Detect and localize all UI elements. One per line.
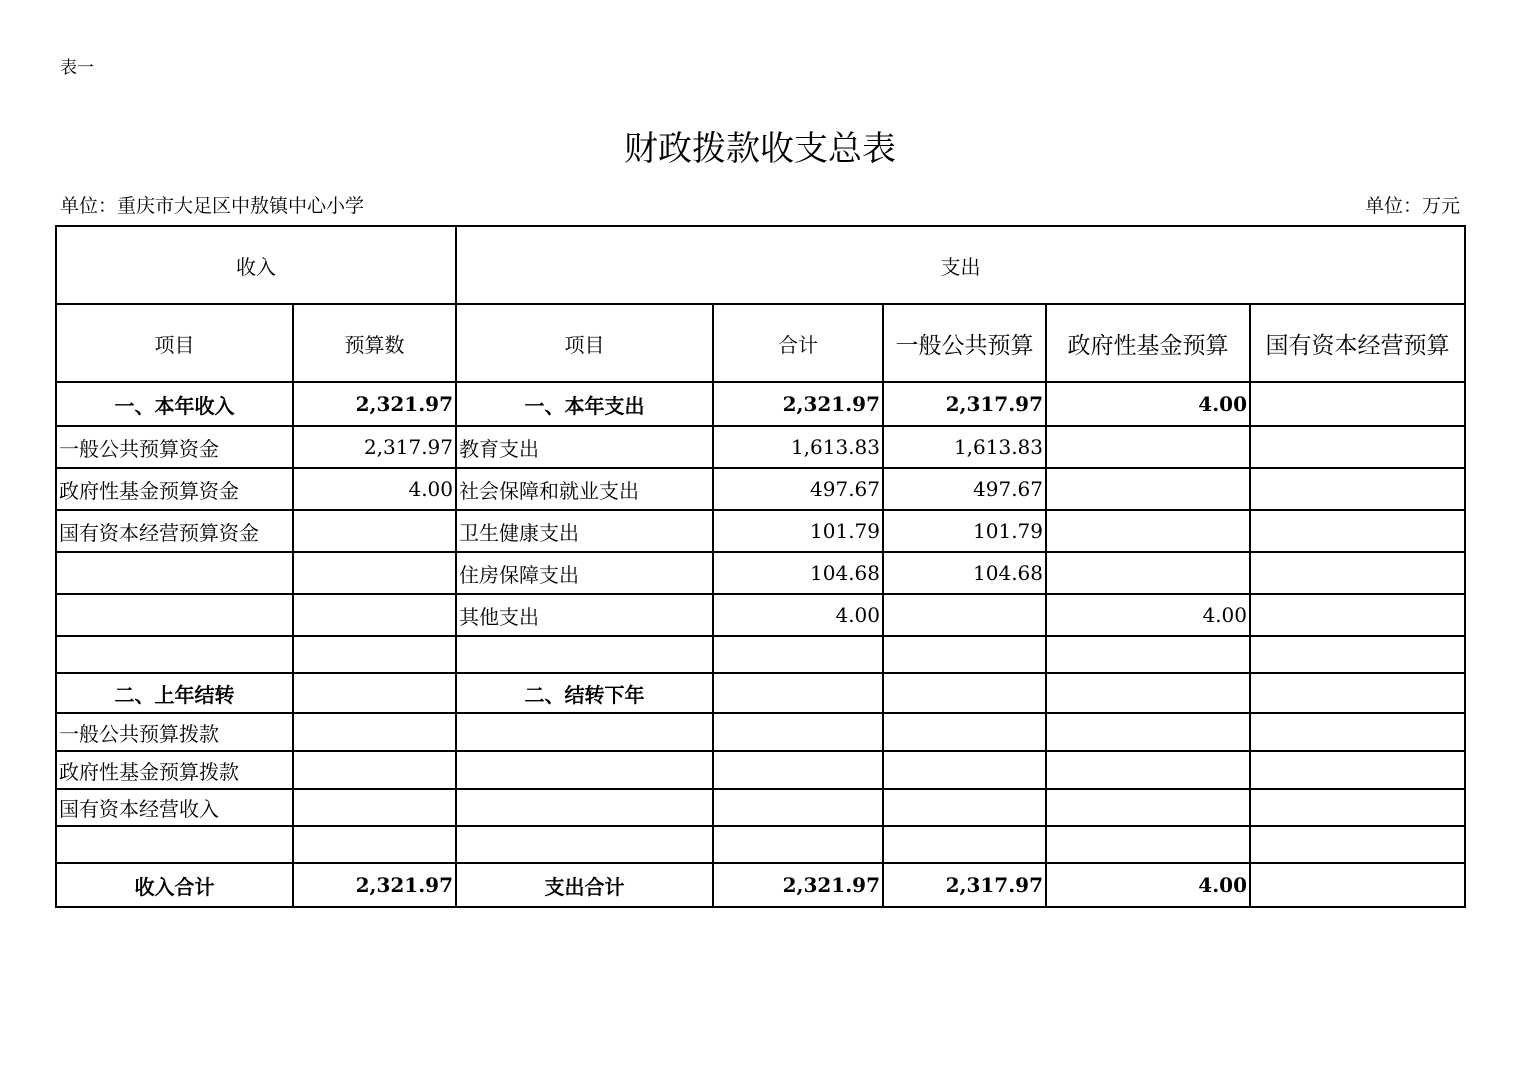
empty-cell [456,713,713,751]
empty-cell [1046,751,1250,789]
table-row [56,594,1465,636]
table-row [56,713,1465,751]
table-row [56,636,1465,673]
table-row [56,826,1465,863]
income-amount-cell: 2,321.97 [293,863,456,907]
col-header-income-item: 项目 [56,304,293,382]
state-capital-cell [1250,863,1465,907]
empty-cell [713,789,883,826]
gov-fund-cell [1046,552,1250,594]
empty-cell [883,713,1046,751]
empty-cell [1250,789,1465,826]
empty-cell [713,751,883,789]
empty-cell [293,789,456,826]
empty-cell [713,673,883,713]
table-row [56,751,1465,789]
empty-cell [1250,713,1465,751]
total-cell: 4.00 [713,594,883,636]
state-capital-cell [1250,468,1465,510]
empty-cell [1250,826,1465,863]
budget-table [55,225,1466,908]
empty-cell [293,673,456,713]
empty-cell [56,826,293,863]
income-item-cell: 国有资本经营预算资金 [56,510,293,552]
income-amount-cell: 4.00 [293,468,456,510]
page-title: 财政拨款收支总表 [624,129,896,169]
income-item-cell: 二、上年结转 [56,673,293,713]
income-amount-cell [293,594,456,636]
state-capital-cell [1250,382,1465,426]
income-item-cell [56,594,293,636]
unit-currency: 单位：万元 [1364,195,1460,217]
total-cell: 104.68 [713,552,883,594]
empty-cell [1250,673,1465,713]
income-item-cell: 一般公共预算资金 [56,426,293,468]
empty-cell [1250,636,1465,673]
col-header-expense-item: 项目 [456,304,713,382]
empty-cell [883,673,1046,713]
gov-fund-cell: 4.00 [1046,594,1250,636]
empty-cell [883,789,1046,826]
empty-cell [1046,636,1250,673]
expense-item-cell: 教育支出 [456,426,713,468]
empty-cell [713,636,883,673]
unit-organization: 单位：重庆市大足区中敖镇中心小学 [60,195,365,217]
empty-cell [883,636,1046,673]
empty-cell [713,713,883,751]
expense-item-cell: 一、本年支出 [456,382,713,426]
income-amount-cell: 2,321.97 [293,382,456,426]
general-budget-cell: 2,317.97 [883,382,1046,426]
totals-row [56,863,1465,907]
income-item-cell: 收入合计 [56,863,293,907]
table-row [56,426,1465,468]
income-item-cell [56,552,293,594]
gov-fund-cell [1046,510,1250,552]
empty-cell [456,751,713,789]
empty-cell [293,713,456,751]
empty-cell [456,789,713,826]
income-item-cell: 一、本年收入 [56,382,293,426]
empty-cell [56,636,293,673]
gov-fund-cell [1046,468,1250,510]
expense-item-cell: 社会保障和就业支出 [456,468,713,510]
general-budget-cell: 497.67 [883,468,1046,510]
income-amount-cell [293,552,456,594]
income-amount-cell [293,510,456,552]
total-cell: 1,613.83 [713,426,883,468]
state-capital-cell [1250,510,1465,552]
table-row [56,468,1465,510]
expense-item-cell: 支出合计 [456,863,713,907]
col-header-gov-fund: 政府性基金预算 [1046,304,1250,382]
state-capital-cell [1250,552,1465,594]
table-number: 表一 [60,58,94,78]
state-capital-cell [1250,426,1465,468]
general-budget-cell [883,594,1046,636]
col-header-state-capital: 国有资本经营预算 [1250,304,1465,382]
income-amount-cell: 2,317.97 [293,426,456,468]
total-cell: 497.67 [713,468,883,510]
empty-cell [293,826,456,863]
empty-cell [883,751,1046,789]
empty-cell [1046,713,1250,751]
income-item-cell: 政府性基金预算拨款 [56,751,293,789]
total-cell: 2,321.97 [713,382,883,426]
empty-cell [456,826,713,863]
expense-item-cell: 其他支出 [456,594,713,636]
state-capital-cell [1250,594,1465,636]
empty-cell [713,826,883,863]
empty-cell [293,636,456,673]
col-header-income-budget: 预算数 [293,304,456,382]
gov-fund-cell: 4.00 [1046,382,1250,426]
income-section-header: 收入 [56,226,456,304]
general-budget-cell: 104.68 [883,552,1046,594]
table-row [56,789,1465,826]
column-header-row [56,304,1465,382]
gov-fund-cell: 4.00 [1046,863,1250,907]
total-cell: 101.79 [713,510,883,552]
empty-cell [1046,789,1250,826]
income-item-cell: 一般公共预算拨款 [56,713,293,751]
general-budget-cell: 101.79 [883,510,1046,552]
total-cell: 2,321.97 [713,863,883,907]
table-row [56,552,1465,594]
empty-cell [1046,826,1250,863]
gov-fund-cell [1046,426,1250,468]
table-row [56,382,1465,426]
expense-section-header: 支出 [456,226,1465,304]
table-row [56,673,1465,713]
empty-cell [456,636,713,673]
section-header-row [56,226,1465,304]
empty-cell [1250,751,1465,789]
col-header-general-budget: 一般公共预算 [883,304,1046,382]
empty-cell [293,751,456,789]
general-budget-cell: 1,613.83 [883,426,1046,468]
expense-item-cell: 卫生健康支出 [456,510,713,552]
income-item-cell: 国有资本经营收入 [56,789,293,826]
col-header-total: 合计 [713,304,883,382]
empty-cell [1046,673,1250,713]
empty-cell [883,826,1046,863]
income-item-cell: 政府性基金预算资金 [56,468,293,510]
general-budget-cell: 2,317.97 [883,863,1046,907]
table-row [56,510,1465,552]
expense-item-cell: 住房保障支出 [456,552,713,594]
expense-item-cell: 二、结转下年 [456,673,713,713]
